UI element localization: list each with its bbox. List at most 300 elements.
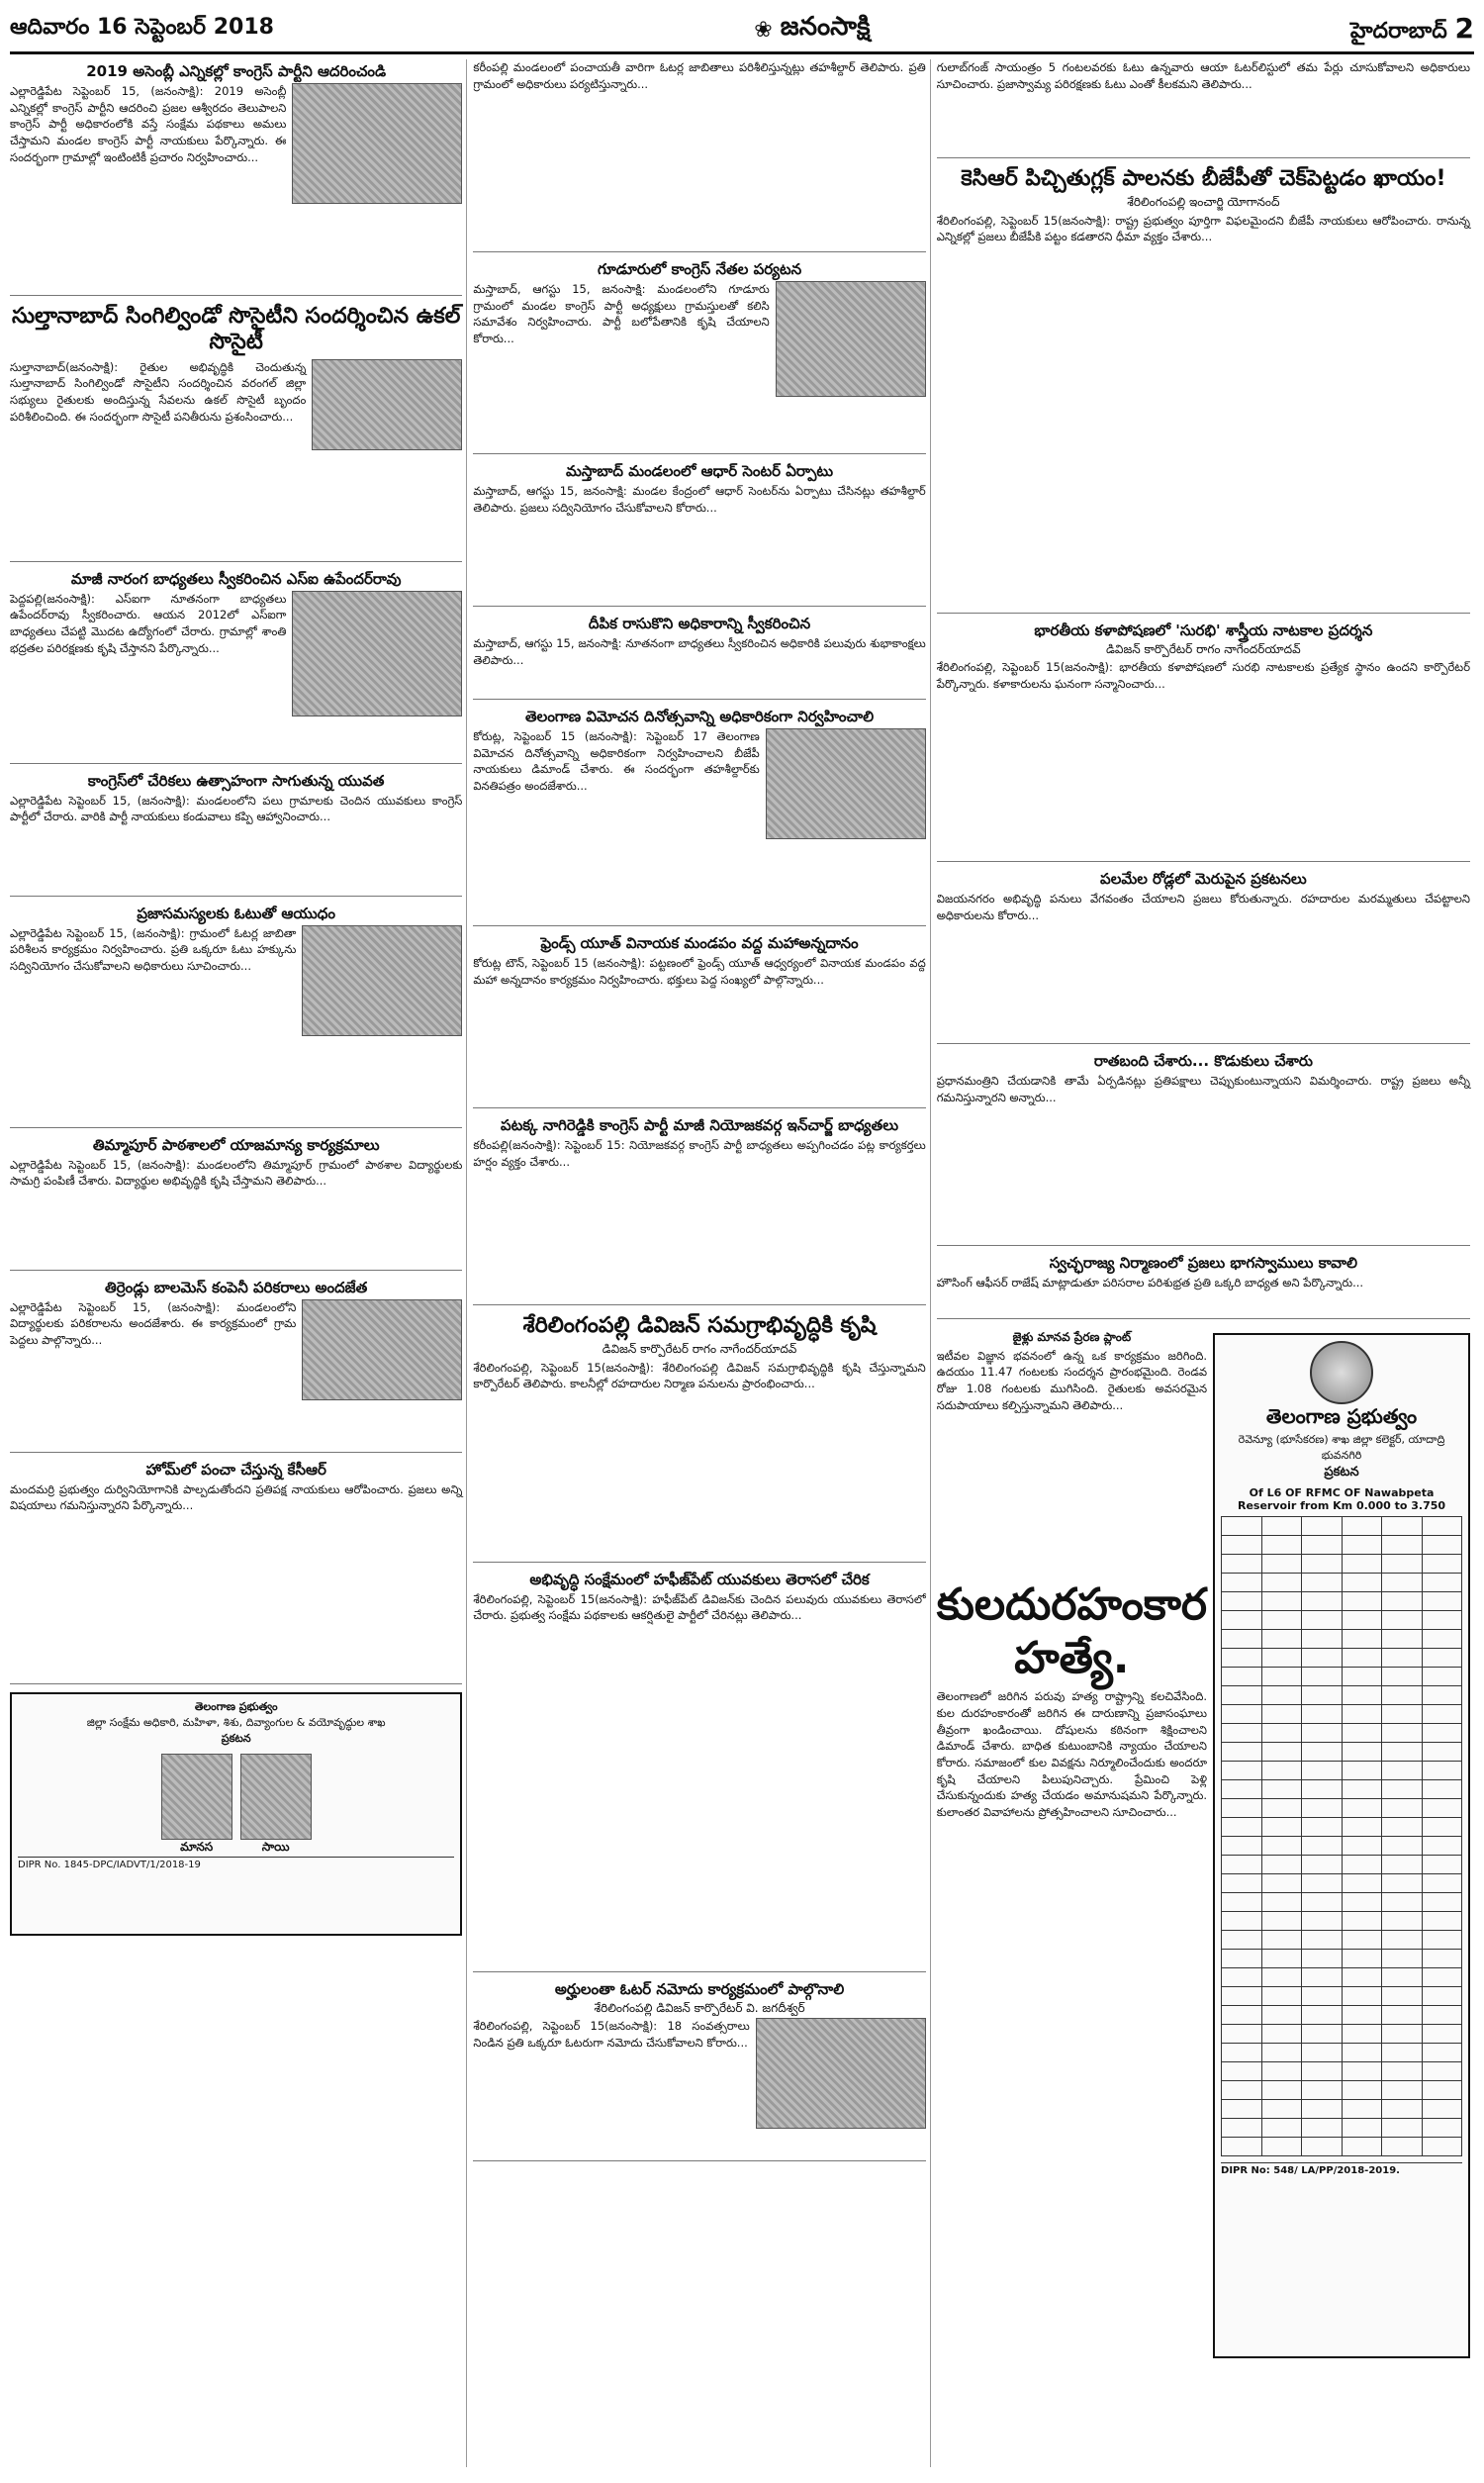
table-cell — [1222, 1686, 1262, 1705]
article-nagireddy — [473, 1116, 925, 1305]
table-cell — [1382, 1780, 1423, 1799]
ad-dept: జిల్లా సంక్షేమ అధికారి, మహిళా, శిశు, దివ్యాంగుల & వయోవృద్ధుల శాఖ — [86, 1715, 386, 1729]
table-row — [1222, 2025, 1462, 2044]
table-cell — [1261, 1536, 1302, 1555]
article-voter-list — [10, 905, 462, 1128]
article-headline: గూడూరులో కాంగ్రెస్ నేతల పర్యటన — [597, 260, 802, 278]
article-liberation-day — [473, 708, 925, 926]
article-photo — [302, 925, 462, 1036]
article-body: మస్తాబాద్, ఆగస్టు 15, జనంసాక్షి: నూతనంగా బాధ్యతలు స్వీకరించిన అధికారికి పలువురు శుభాకాంక్షలు తెలిపారు... — [473, 636, 926, 667]
table-cell — [1422, 1724, 1462, 1743]
article-body: గులాబ్‌గంజ్ సాయంత్రం 5 గంటలవరకు ఓటు ఉన్నవారు ఆయా ఓటర్‌లిస్టులో తమ పేర్లు చూసుకోవాలని అధికారులు సూచించారు. ప్రజాస్వామ్య పరిరక్షణకు ఓటు ఎంతో కీలకమని తెలిపారు... — [936, 60, 1471, 91]
table-cell — [1342, 1555, 1382, 1574]
columns — [10, 59, 1474, 2467]
article-photo — [292, 83, 462, 204]
table-cell — [1382, 1649, 1423, 1668]
table-cell — [1342, 1968, 1382, 1987]
table-cell — [1342, 1517, 1382, 1536]
article-headline: అభివృద్ధి సంక్షేమంలో హఫీజ్‌పేట్ యువకులు తెరాసలో చేరిక — [529, 1570, 870, 1588]
table-cell — [1302, 1536, 1343, 1555]
table-cell — [1222, 1555, 1262, 1574]
table-row — [1222, 1630, 1462, 1649]
table-row — [1222, 1837, 1462, 1856]
welfare-ad — [10, 1692, 462, 1936]
table-cell — [1382, 1893, 1423, 1912]
table-cell — [1302, 1912, 1343, 1931]
article-body: శేరిలింగంపల్లి, సెప్టెంబర్ 15(జనంసాక్షి): రాష్ట్ర ప్రభుత్వం పూర్తిగా విఫలమైందని బీజేపీ నాయకులు ఆరోపించారు. రానున్న ఎన్నికల్లో ప్రజలు బీజేపీకి పట్టం కడతారని ధీమా వ్యక్తం చేశారు... — [936, 213, 1471, 244]
table-cell — [1261, 2062, 1302, 2081]
table-cell — [1342, 1630, 1382, 1649]
table-cell — [1222, 1780, 1262, 1799]
table-cell — [1222, 1931, 1262, 1950]
table-cell — [1261, 2100, 1302, 2119]
table-cell — [1382, 1705, 1423, 1724]
table-cell — [1222, 1630, 1262, 1649]
table-cell — [1302, 2006, 1343, 2025]
column-3 — [937, 59, 1474, 2467]
table-cell — [1302, 1705, 1343, 1724]
article-headline: మాజీ నారంగ బాధ్యతలు స్వీకరించిన ఎస్ఐ ఉపేందర్‌రావు — [70, 569, 402, 588]
article-body: కరీంపల్లి మండలంలో పంచాయతీ వారిగా ఓటర్ల జాబితాలు పరిశీలిస్తున్నట్లు తహశీల్దార్ తెలిపారు. ప్రతి గ్రామంలో అధికారులు పర్యటిస్తున్నారు... — [473, 60, 926, 91]
table-cell — [1382, 1536, 1423, 1555]
article-body: మస్తాబాద్, ఆగస్టు 15, జనంసాక్షి: మండలంలోని గూడూరు గ్రామంలో మండల కాంగ్రెస్ పార్టీ అధ్యక్షులు గ్రామస్తులతో కలిసి సమావేశం నిర్వహించారు. పార్టీ బలోపేతానికి కృషి చేయాలని కోరారు... — [473, 282, 770, 346]
table-cell — [1222, 1536, 1262, 1555]
table-cell — [1422, 1743, 1462, 1762]
table-row — [1222, 2119, 1462, 2138]
table-cell — [1382, 2081, 1423, 2100]
table-cell — [1222, 1762, 1262, 1780]
table-cell — [1222, 2138, 1262, 2156]
table-cell — [1302, 2062, 1343, 2081]
table-row — [1222, 1705, 1462, 1724]
table-cell — [1382, 1555, 1423, 1574]
article-bjp-kcr — [937, 166, 1470, 614]
table-cell — [1261, 1630, 1302, 1649]
table-cell — [1261, 1686, 1302, 1705]
table-cell — [1342, 1668, 1382, 1686]
table-row — [1222, 1574, 1462, 1592]
table-cell — [1382, 1611, 1423, 1630]
editorial-headline: కులదురహంకార — [936, 1578, 1208, 1630]
newspaper-page — [10, 8, 1474, 2467]
article-body: శేరిలింగంపల్లి, సెప్టెంబర్ 15(జనంసాక్షి): 18 సంవత్సరాలు నిండిన ప్రతి ఒక్కరూ ఓటరుగా నమోదు చేసుకోవాలని కోరారు... — [473, 2019, 750, 2050]
table-cell — [1302, 1574, 1343, 1592]
table-cell — [1222, 1592, 1262, 1611]
table-cell — [1382, 1799, 1423, 1818]
table-cell — [1261, 1517, 1302, 1536]
table-cell — [1222, 2119, 1262, 2138]
table-cell — [1302, 2081, 1343, 2100]
table-cell — [1382, 2044, 1423, 2062]
article-body: శేరిలింగంపల్లి, సెప్టెంబర్ 15(జనంసాక్షి): హఫీజ్‌పేట్ డివిజన్‌కు చెందిన పలువురు యువకులు తెరాసలో చేరారు. ప్రభుత్వ సంక్షేమ పథకాలకు ఆకర్షితులై పార్టీలో చేరినట్లు తెలిపారు... — [473, 1591, 926, 1623]
table-cell — [1422, 2081, 1462, 2100]
article-body: కరీంపల్లి(జనంసాక్షి): సెప్టెంబర్ 15: నియోజకవర్గ కాంగ్రెస్ పార్టీ బాధ్యతలు అప్పగించడం పట్ల కార్యకర్తలు హర్షం వ్యక్తం చేశారు... — [473, 1138, 926, 1169]
ad-footer: DIPR No. 1845-DPC/IADVT/1/2018-19 — [18, 1857, 454, 1870]
table-cell — [1382, 1574, 1423, 1592]
brand-name: జనంసాక్షి — [780, 12, 871, 42]
table-row — [1222, 1536, 1462, 1555]
table-cell — [1342, 2119, 1382, 2138]
table-cell — [1261, 1968, 1302, 1987]
telangana-emblem-icon — [1310, 1341, 1373, 1404]
table-row — [1222, 1686, 1462, 1705]
table-cell — [1222, 1968, 1262, 1987]
table-cell — [1382, 1968, 1423, 1987]
article-body: ప్రధానమంత్రిని చేయడానికి తామే ఏర్పడినట్లు ప్రతిపక్షాలు చెప్పుకుంటున్నాయని విమర్శించారు. రాష్ట్ర ప్రజలు అన్నీ గమనిస్తున్నారని అన్నారు... — [936, 1074, 1471, 1104]
table-row — [1222, 1874, 1462, 1893]
article-voter-verify — [473, 59, 925, 252]
article-photo — [302, 1299, 462, 1400]
article-headline: కెసిఆర్ పిచ్చితుగ్లక్ పాలనకు బీజేపీతో చెక్‌పెట్టడం ఖాయం! — [961, 166, 1446, 191]
article-body: హౌసింగ్ ఆఫీసర్ రాజేష్ మాట్లాడుతూ పరిసరాల పరిశుభ్రత ప్రతి ఒక్కరి బాధ్యత అని పేర్కొన్నారు... — [936, 1276, 1364, 1290]
article-swachh — [937, 1254, 1470, 1319]
table-cell — [1382, 2062, 1423, 2081]
table-cell — [1222, 1517, 1262, 1536]
table-cell — [1342, 1724, 1382, 1743]
table-cell — [1382, 1743, 1423, 1762]
article-roads — [937, 870, 1470, 1044]
ad-org: తెలంగాణ ప్రభుత్వం — [194, 1699, 278, 1713]
table-cell — [1261, 1893, 1302, 1912]
table-row — [1222, 1668, 1462, 1686]
table-cell — [1422, 2119, 1462, 2138]
table-cell — [1261, 1818, 1302, 1837]
table-cell — [1342, 1574, 1382, 1592]
table-row — [1222, 2062, 1462, 2081]
masthead — [10, 8, 1474, 54]
table-cell — [1422, 1874, 1462, 1893]
table-cell — [1302, 2025, 1343, 2044]
table-cell — [1382, 1630, 1423, 1649]
article-voter-time — [937, 59, 1470, 158]
article-headline: 2019 అసెంబ్లీ ఎన్నికల్లో కాంగ్రెస్ పార్టీని ఆదరించండి — [86, 62, 387, 80]
table-cell — [1422, 1536, 1462, 1555]
table-cell — [1422, 1950, 1462, 1968]
child-name: సాయి — [261, 1839, 290, 1854]
table-cell — [1382, 1856, 1423, 1874]
article-headline: భారతీయ కళాపోషణలో 'సురభి' శాస్త్రీయ నాటకాల ప్రదర్శన — [1034, 621, 1373, 639]
article-sons — [937, 1052, 1470, 1246]
table-cell — [1261, 1931, 1302, 1950]
article-subhead: శేరిలింగంపల్లి డివిజన్ కార్పొరేటర్ వి. జగదీశ్వర్ — [594, 2000, 805, 2015]
article-body: శేరిలింగంపల్లి, సెప్టెంబర్ 15(జనంసాక్షి): శేరిలింగంపల్లి డివిజన్ సమగ్రాభివృద్ధికి కృషి చేస్తున్నామని కార్పొరేటర్ తెలిపారు. కాలనీల్లో రహదారుల నిర్మాణ పనులను ప్రారంభించారు... — [473, 1360, 926, 1391]
table-cell — [1342, 2100, 1382, 2119]
table-cell — [1222, 1574, 1262, 1592]
table-cell — [1222, 2081, 1262, 2100]
table-row — [1222, 2081, 1462, 2100]
table-cell — [1342, 1611, 1382, 1630]
ad-notice: ప్రకటన — [221, 1731, 251, 1745]
table-cell — [1302, 1837, 1343, 1856]
article-body: ఎల్లారెడ్డిపేట సెప్టెంబర్ 15, (జనంసాక్షి): మండలంలోని తిమ్మాపూర్ గ్రామంలో పాఠశాల విద్యార్థులకు సామగ్రి పంపిణీ చేశారు. విద్యార్థుల అభివృద్ధికి కృషి చేస్తామని తెలిపారు... — [10, 1157, 463, 1189]
table-cell — [1302, 1874, 1343, 1893]
table-cell — [1422, 1611, 1462, 1630]
table-cell — [1302, 1893, 1343, 1912]
article-body: ఎల్లారెడ్డిపేట సెప్టెంబర్ 15, (జనంసాక్షి): 2019 అసెంబ్లీ ఎన్నికల్లో కాంగ్రెస్ పార్టీని ఆదరించి ప్రజల ఆశ్వీరదం తెలుపాలని కాంగ్రెస్ పార్టీ అధికారంలోకి వస్తే సంక్షేమ పథకాలు అమలు చేస్తామని మండల కాంగ్రెస్ పార్టీ నాయకులు పేర్కొన్నారు. ఈ సందర్భంగా గ్రామాల్లో ఇంటింటికీ ప్రచారం నిర్వహించారు... — [10, 84, 287, 164]
table-cell — [1261, 1856, 1302, 1874]
table-cell — [1342, 1592, 1382, 1611]
table-cell — [1302, 1611, 1343, 1630]
table-cell — [1422, 1649, 1462, 1668]
table-cell — [1382, 1517, 1423, 1536]
table-cell — [1261, 2044, 1302, 2062]
article-headline: హోమ్‌లో పంచా చేస్తున్న కేసీఆర్ — [145, 1460, 326, 1479]
table-cell — [1222, 2100, 1262, 2119]
article-body: సుల్తానాబాద్(జనంసాక్షి): రైతుల అభివృద్ధికి చెందుతున్న సుల్తానాబాద్ సింగిల్విండో సొసైటీని సందర్శించిన వరంగల్ జిల్లా సభ్యులు రైతులకు అందిస్తున్న సేవలను ఉకల్ సొసైటీ బృందం పరిశీలించింది. ఈ సందర్భంగా సొసైటీ పనితీరును ప్రశంసించారు... — [10, 359, 307, 424]
table-cell — [1382, 2025, 1423, 2044]
article-headline: తిర్రెండ్లు బాలమెస్ కంపెనీ పరికరాలు అందజేత — [105, 1278, 368, 1296]
column-1 — [10, 59, 467, 2467]
table-cell — [1342, 1856, 1382, 1874]
article-headline: పలమేల రోడ్లలో మెరుపైన ప్రకటనలు — [1100, 870, 1307, 889]
issue-date: ఆదివారం 16 సెప్టెంబర్ 2018 — [10, 15, 274, 40]
table-cell — [1261, 1762, 1302, 1780]
article-body: కోరుట్ల టౌన్, సెప్టెంబర్ 15 (జనంసాక్షి): పట్టణంలో ఫ్రెండ్స్ యూత్ ఆధ్వర్యంలో వినాయక మండపం వద్ద మహా అన్నదానం కార్యక్రమం నిర్వహించారు. భక్తులు పెద్ద సంఖ్యలో పాల్గొన్నారు... — [473, 956, 926, 987]
article-headline: మస్తాబాద్ మండలంలో ఆధార్ సెంటర్ ఏర్పాటు — [565, 462, 834, 480]
newspaper-brand — [754, 12, 870, 48]
table-row — [1222, 1724, 1462, 1743]
table-cell — [1342, 1893, 1382, 1912]
child-name: మానస — [180, 1839, 214, 1854]
table-cell — [1261, 2006, 1302, 2025]
missing-child-2 — [240, 1754, 312, 1857]
article-photo — [312, 359, 462, 450]
table-cell — [1342, 2138, 1382, 2156]
table-cell — [1342, 1705, 1382, 1724]
article-body: ఎల్లారెడ్డిపేట సెప్టెంబర్ 15, (జనంసాక్షి): గ్రామంలో ఓటర్ల జాబితా పరిశీలన కార్యక్రమం నిర్వహించారు. ప్రతి ఒక్కరూ ఓటు హక్కును సద్వినియోగం చేసుకోవాలని అధికారులు సూచించారు... — [10, 925, 297, 974]
ad-text: Of L6 OF RFMC OF Nawabpeta Reservoir from Km 0.000 to 3.750 — [1237, 1486, 1446, 1513]
article-sultanabad-society — [10, 304, 462, 562]
article-pillars-and-editorial — [937, 1327, 1207, 2364]
missing-child-1 — [161, 1754, 232, 1857]
land-schedule-table — [1221, 1516, 1462, 2156]
table-cell — [1261, 1611, 1302, 1630]
table-cell — [1422, 2025, 1462, 2044]
table-cell — [1422, 2100, 1462, 2119]
page-number: 2 — [1454, 11, 1474, 45]
table-cell — [1302, 1686, 1343, 1705]
table-cell — [1422, 1762, 1462, 1780]
table-cell — [1342, 1874, 1382, 1893]
table-cell — [1261, 1837, 1302, 1856]
table-cell — [1222, 1874, 1262, 1893]
article-headline: పటక్క నాగిరెడ్డికి కాంగ్రెస్ పార్టీ మాజీ నియోజకవర్గ ఇన్‌చార్జ్ బాధ్యతలు — [501, 1116, 899, 1134]
table-cell — [1261, 1555, 1302, 1574]
table-cell — [1382, 1931, 1423, 1950]
table-cell — [1422, 1686, 1462, 1705]
table-cell — [1422, 1968, 1462, 1987]
article-timmapur-school — [10, 1136, 462, 1271]
edition-city: హైదరాబాద్ 2 — [1349, 11, 1474, 45]
table-cell — [1422, 1705, 1462, 1724]
table-cell — [1222, 1893, 1262, 1912]
table-cell — [1342, 1686, 1382, 1705]
table-row — [1222, 2044, 1462, 2062]
table-cell — [1342, 1743, 1382, 1762]
table-cell — [1422, 1856, 1462, 1874]
table-cell — [1261, 2025, 1302, 2044]
article-deepika — [473, 615, 925, 700]
ad-notice: ప్రకటన — [1324, 1465, 1359, 1480]
article-headline: స్వచ్ఛరాజ్య నిర్మాణంలో ప్రజలు భాగస్వాములు కావాలి — [1049, 1254, 1357, 1273]
table-row — [1222, 1592, 1462, 1611]
table-cell — [1302, 1649, 1343, 1668]
table-cell — [1422, 1987, 1462, 2006]
table-row — [1222, 1950, 1462, 1968]
bottom-section — [937, 1327, 1470, 2364]
table-cell — [1422, 1592, 1462, 1611]
table-cell — [1422, 1912, 1462, 1931]
table-cell — [1222, 1799, 1262, 1818]
table-cell — [1302, 1555, 1343, 1574]
table-row — [1222, 1780, 1462, 1799]
table-row — [1222, 1649, 1462, 1668]
table-cell — [1382, 1668, 1423, 1686]
table-cell — [1302, 1743, 1343, 1762]
ad-title: తెలంగాణ ప్రభుత్వం — [1265, 1404, 1418, 1429]
table-cell — [1382, 2100, 1423, 2119]
article-body: ఎల్లారెడ్డిపేట సెప్టెంబర్ 15, (జనంసాక్షి): మండలంలోని పలు గ్రామాలకు చెందిన యువకులు కాంగ్రెస్ పార్టీలో చేరారు. వారికి పార్టీ నాయకులు కండువాలు కప్పి ఆహ్వానించారు... — [10, 793, 463, 824]
article-hafeezpet — [473, 1571, 925, 1972]
table-cell — [1222, 1837, 1262, 1856]
table-cell — [1261, 1743, 1302, 1762]
table-cell — [1382, 1837, 1423, 1856]
table-cell — [1222, 1818, 1262, 1837]
table-cell — [1382, 1762, 1423, 1780]
table-cell — [1302, 1780, 1343, 1799]
table-cell — [1382, 2119, 1423, 2138]
article-headline: దీపిక రాసుకొని అధికారాన్ని స్వీకరించిన — [588, 615, 811, 632]
table-cell — [1302, 1950, 1343, 1968]
table-cell — [1382, 1912, 1423, 1931]
table-cell — [1342, 1837, 1382, 1856]
article-headline: సుల్తానాబాద్ సింగిల్విండో సొసైటీని సందర్శించిన ఉకల్ సొసైటీ — [12, 304, 461, 355]
table-cell — [1261, 1780, 1302, 1799]
table-cell — [1302, 2100, 1343, 2119]
table-cell — [1342, 2044, 1382, 2062]
table-cell — [1302, 2138, 1343, 2156]
table-row — [1222, 1743, 1462, 1762]
article-body: మందమర్రి ప్రభుత్వం దుర్వినియోగానికి పాల్పడుతోందని ప్రతిపక్ష నాయకులు ఆరోపించారు. ప్రజలు అన్ని విషయాలు గమనిస్తున్నారని పేర్కొన్నారు... — [10, 1481, 463, 1513]
table-row — [1222, 1799, 1462, 1818]
table-cell — [1222, 2062, 1262, 2081]
table-cell — [1261, 1799, 1302, 1818]
article-headline: ఫ్రెండ్స్ యూత్ వినాయక మండపం వద్ద మహాఅన్నదానం — [540, 934, 859, 952]
article-headline: తిమ్మాపూర్ పాఠశాలలో యాజమాన్య కార్యక్రమాలు — [92, 1135, 380, 1154]
article-subhead: డివిజన్ కార్పొరేటర్ రాగం నాగేందర్‌యాదవ్ — [602, 1342, 797, 1357]
table-cell — [1261, 1705, 1302, 1724]
table-cell — [1382, 1950, 1423, 1968]
table-cell — [1422, 1818, 1462, 1837]
table-cell — [1222, 1705, 1262, 1724]
table-row — [1222, 2138, 1462, 2156]
article-equipment — [10, 1279, 462, 1453]
table-cell — [1302, 1968, 1343, 1987]
table-cell — [1342, 1818, 1382, 1837]
table-cell — [1302, 1856, 1343, 1874]
table-cell — [1422, 1517, 1462, 1536]
article-headline: అర్హులంతా ఓటర్ నమోదు కార్యక్రమంలో పాల్గొనాలి — [554, 1979, 845, 1998]
table-cell — [1342, 2025, 1382, 2044]
editorial-headline-2: హత్యే. — [1014, 1632, 1130, 1683]
article-headline: ప్రజాసమస్యలకు ఓటుతో ఆయుధం — [137, 904, 335, 922]
table-cell — [1382, 1686, 1423, 1705]
article-body: శేరిలింగంపల్లి, సెప్టెంబర్ 15(జనంసాక్షి): భారతీయ కళాపోషణలో సురభి నాటకాలకు ప్రత్యేక స్థానం ఉందని కార్పొరేటర్ పేర్కొన్నారు. కళాకారులను ఘనంగా సన్మానించారు... — [936, 660, 1471, 691]
table-cell — [1261, 1987, 1302, 2006]
table-cell — [1382, 2006, 1423, 2025]
article-voter-registration — [473, 1980, 925, 2161]
table-cell — [1342, 2081, 1382, 2100]
table-cell — [1302, 1987, 1343, 2006]
article-body: విజయనగరం అభివృద్ధి పనులు వేగవంతం చేయాలని ప్రజలు కోరుతున్నారు. రహదారుల మరమ్మతులు చేపట్టాలని అధికారులను కోరారు... — [936, 892, 1471, 922]
table-cell — [1302, 1818, 1343, 1837]
table-cell — [1382, 1724, 1423, 1743]
table-row — [1222, 1987, 1462, 2006]
article-headline: కాంగ్రెస్‌లో చేరికలు ఉత్సాహంగా సాగుతున్న యువత — [87, 771, 385, 790]
table-cell — [1222, 1649, 1262, 1668]
article-photo — [776, 281, 926, 397]
table-cell — [1382, 1874, 1423, 1893]
article-photo — [756, 2018, 926, 2129]
table-cell — [1342, 1912, 1382, 1931]
table-cell — [1342, 1799, 1382, 1818]
article-aadhar — [473, 462, 925, 607]
table-cell — [1222, 1743, 1262, 1762]
table-cell — [1342, 1536, 1382, 1555]
table-row — [1222, 1968, 1462, 1987]
table-cell — [1422, 1799, 1462, 1818]
table-cell — [1302, 1799, 1343, 1818]
table-cell — [1222, 2044, 1262, 2062]
article-body: పెద్దపల్లి(జనంసాక్షి): ఎస్ఐగా నూతనంగా బాధ్యతలు ఉపేందర్‌రావు స్వీకరించారు. ఆయన 2012లో ఎస్ఐగా బాధ్యతలు చేపట్టి మొదట ఉద్యోగంలో చేరారు. గ్రామాల్లో శాంతి భద్రతల పరిరక్షణకు కృషి చేస్తానని పేర్కొన్నారు... — [10, 591, 287, 655]
article-headline: రాతబంది చేశారు... కొడుకులు చేశారు — [1093, 1052, 1313, 1071]
table-cell — [1261, 1649, 1302, 1668]
article-surabhi — [937, 621, 1470, 862]
ad-subtitle: రెవెన్యూ (భూసేకరణ) శాఖ జిల్లా కలెక్టర్, యాదాద్రి భువనగిరి — [1238, 1433, 1445, 1463]
table-cell — [1422, 1630, 1462, 1649]
table-cell — [1222, 1856, 1262, 1874]
article-kcr — [10, 1461, 462, 1684]
table-row — [1222, 1818, 1462, 1837]
table-cell — [1302, 1592, 1343, 1611]
table-cell — [1382, 2138, 1423, 2156]
table-cell — [1422, 1780, 1462, 1799]
table-row — [1222, 1517, 1462, 1536]
article-body: ఇటీవల విజ్ఞాన భవనంలో ఉన్న ఒక కార్యక్రమం జరిగింది. ఉదయం 11.47 గంటలకు సందర్శన ప్రారంభమైంది. రెండవ రోజు 1.08 గంటలకు ముగిసింది. రైతులకు అవసరమైన సదుపాయాలు కల్పిస్తున్నామని తెలిపారు... — [936, 1348, 1208, 1412]
table-row — [1222, 2006, 1462, 2025]
article-subhead: శేరిలింగంపల్లి ఇంచార్జి యోగానంద్ — [1127, 195, 1280, 210]
table-cell — [1342, 1649, 1382, 1668]
table-cell — [1222, 1668, 1262, 1686]
table-cell — [1261, 1874, 1302, 1893]
article-congress-2019 — [10, 62, 462, 296]
land-acquisition-ad — [1213, 1333, 1470, 2358]
table-cell — [1261, 1668, 1302, 1686]
table-cell — [1302, 1630, 1343, 1649]
table-cell — [1342, 1780, 1382, 1799]
table-cell — [1302, 1668, 1343, 1686]
table-cell — [1382, 1987, 1423, 2006]
table-row — [1222, 1931, 1462, 1950]
table-cell — [1261, 2138, 1302, 2156]
table-row — [1222, 1912, 1462, 1931]
table-cell — [1382, 1592, 1423, 1611]
table-cell — [1422, 2062, 1462, 2081]
table-cell — [1422, 1931, 1462, 1950]
table-row — [1222, 2100, 1462, 2119]
article-body: కోరుట్ల, సెప్టెంబర్ 15 (జనంసాక్షి): సెప్టెంబర్ 17 తెలంగాణ విమోచన దినోత్సవాన్ని అధికారికంగా నిర్వహించాలని బీజేపీ నాయకులు డిమాండ్ చేశారు. ఈ సందర్భంగా తహశీల్దార్‌కు వినతిపత్రం అందజేశారు... — [473, 729, 760, 794]
article-body: మస్తాబాద్, ఆగస్టు 15, జనంసాక్షి: మండల కేంద్రంలో ఆధార్ సెంటర్‌ను ఏర్పాటు చేసినట్లు తహశీల్దార్ తెలిపారు. ప్రజలు సద్వినియోగం చేసుకోవాలని కోరారు... — [473, 484, 926, 515]
